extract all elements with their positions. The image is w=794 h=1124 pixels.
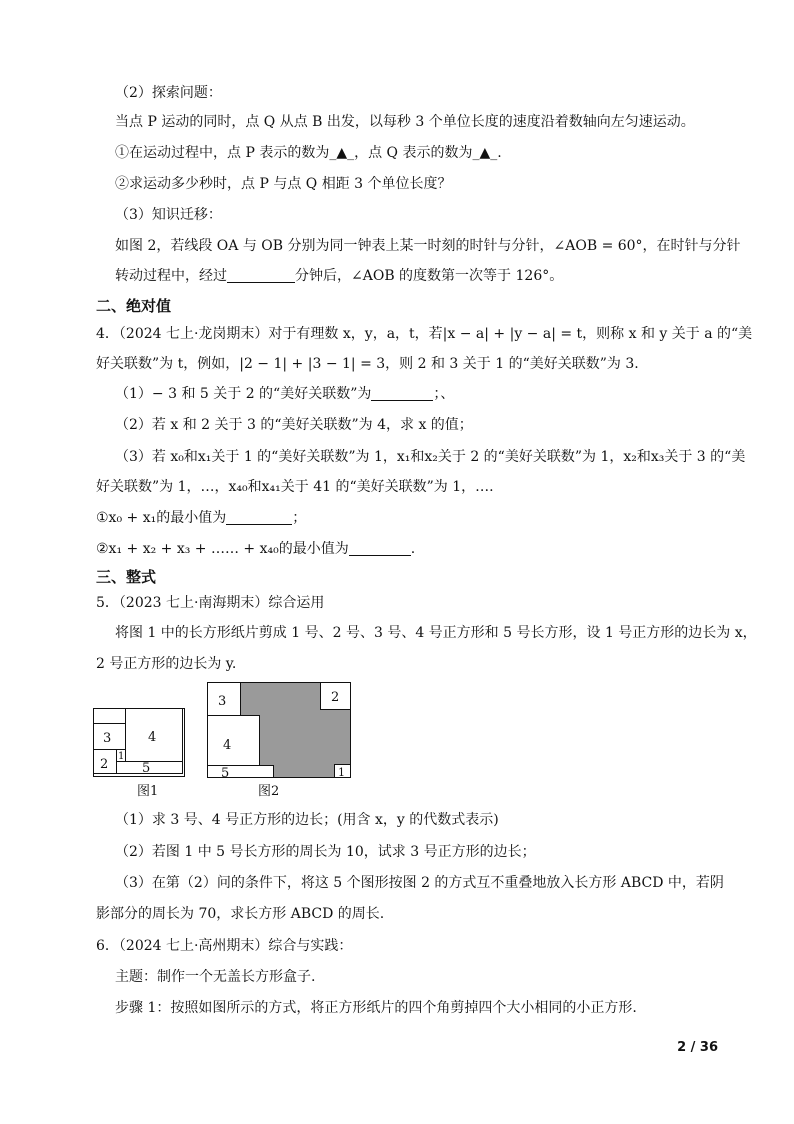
- q5-part2: （2）若图 1 中 5 号长方形的周长为 10，试求 3 号正方形的边长；: [115, 844, 536, 860]
- section-title-absolute-value: 二、绝对值: [96, 297, 172, 315]
- q4-choice1-a: ①x₀ + x₁的最小值为: [96, 510, 227, 526]
- q3-item1: ①在运动过程中，点 P 表示的数为_▲_，点 Q 表示的数为_▲_.: [115, 145, 502, 161]
- q3-sub3-line1: 如图 2，若线段 OA 与 OB 分别为同一钟表上某一时刻的时针与分针，∠AOB = 60°，在时针与分针: [115, 238, 741, 254]
- q4-part1: [115, 384, 454, 404]
- q4-part3-line1: （3）若 x₀和x₁关于 1 的“美好关联数”为 1，x₁和x₂关于 2 的“美好关联数”为 1，x₂和x₃关于 3 的“美: [115, 449, 746, 465]
- q6-line2: 主题：制作一个无盖长方形盒子.: [115, 969, 316, 985]
- figure-2: [203, 680, 355, 780]
- answer-blank: [226, 510, 292, 525]
- answer-blank: [227, 268, 295, 283]
- answer-blank: [371, 386, 433, 401]
- q3-item2: ②求运动多少秒时，点 P 与点 Q 相距 3 个单位长度？: [115, 176, 452, 192]
- figure-1: [92, 706, 188, 780]
- fig2-square-4: [208, 716, 260, 766]
- fig2-rect-5: [208, 766, 274, 778]
- fig2-label-3: 3: [218, 694, 227, 709]
- q3-sub2-text: 当点 P 运动的同时，点 Q 从点 B 出发，以每秒 3 个单位长度的速度沿着数轴向左匀速运动。: [115, 114, 695, 130]
- q5-part3-line2: 影部分的周长为 70，求长方形 ABCD 的周长.: [96, 906, 385, 922]
- q5-line2: 将图 1 中的长方形纸片剪成 1 号、2 号、3 号、4 号正方形和 5 号长方形，设 1 号正方形的边长为 x，: [115, 625, 757, 641]
- q4-choice1: [96, 508, 306, 528]
- fig1-label-5: 5: [142, 761, 151, 776]
- q4-choice2-a: ②x₁ + x₂ + x₃ + …… + x₄₀的最小值为: [96, 541, 349, 557]
- fig1-label-1: 1: [118, 751, 125, 762]
- q4-choice2: [96, 539, 415, 559]
- fig1-caption: 图1: [137, 784, 159, 799]
- fig2-label-2: 2: [331, 690, 340, 705]
- q4-part1-a: （1）− 3 和 5 关于 2 的“美好关联数”为: [115, 386, 372, 402]
- page-number: 2 / 36: [677, 1040, 718, 1055]
- q3-sub2-title: （2）探索问题：: [115, 85, 222, 101]
- q3-sub3-title: （3）知识迁移：: [115, 207, 222, 223]
- fig2-label-5: 5: [221, 766, 230, 780]
- q5-part3-line1: （3）在第（2）问的条件下，将这 5 个图形按图 2 的方式互不重叠地放入长方形 ABCD 中，若阴: [115, 875, 724, 891]
- answer-blank: [349, 541, 411, 556]
- q4-part3-line2: 好关联数”为 1，…，x₄₀和x₄₁关于 41 的“美好关联数”为 1，….: [96, 479, 494, 495]
- fig1-label-3: 3: [103, 731, 112, 746]
- q4-line2: 好关联数”为 t，例如，|2 − 1| + |3 − 1| = 3，则 2 和 3 关于 1 的“美好关联数”为 3.: [96, 356, 639, 372]
- q4-choice2-b: .: [410, 541, 416, 557]
- q5-line1: 5．（2023 七上·南海期末）综合运用: [96, 595, 325, 611]
- fig1-label-2: 2: [100, 757, 109, 772]
- q4-part1-b: ；、: [433, 386, 455, 402]
- q4-part2: （2）若 x 和 2 关于 3 的“美好关联数”为 4，求 x 的值；: [115, 417, 473, 433]
- section-title-polynomial: 三、整式: [96, 568, 157, 586]
- q4-line1: 4．（2024 七上·龙岗期末）对于有理数 x，y，a，t，若|x − a| + |y − a| = t，则称 x 和 y 关于 a 的“美: [96, 326, 753, 342]
- q3-sub3-line2-a: 转动过程中，经过: [115, 268, 227, 284]
- fig2-label-4: 4: [223, 738, 232, 753]
- q3-sub3-line2-b: 分钟后，∠AOB 的度数第一次等于 126°。: [295, 268, 564, 284]
- fig1-label-4: 4: [148, 730, 157, 745]
- q4-choice1-b: ；: [292, 510, 307, 526]
- q6-line3: 步骤 1：按照如图所示的方式，将正方形纸片的四个角剪掉四个大小相同的小正方形.: [115, 1000, 637, 1016]
- fig2-label-1: 1: [338, 766, 345, 779]
- fig2-caption: 图2: [258, 784, 280, 799]
- q6-line1: 6．（2024 七上·高州期末）综合与实践：: [96, 938, 353, 954]
- q5-part1: （1）求 3 号、4 号正方形的边长；(用含 x，y 的代数式表示): [115, 812, 499, 828]
- q3-sub3-line2: [115, 266, 563, 286]
- q5-line3: 2 号正方形的边长为 y.: [96, 656, 237, 672]
